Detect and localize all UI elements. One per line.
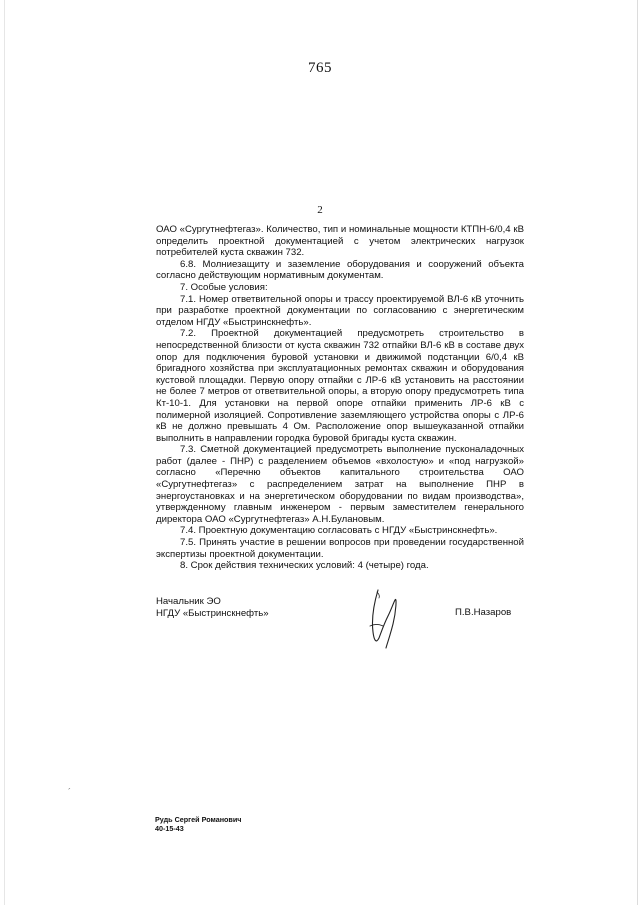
handwritten-signature [362,586,406,654]
signatory-name: П.В.Назаров [455,607,512,618]
scan-edge-left [4,0,5,905]
body-paragraph: 6.8. Молниезащиту и заземление оборудования и сооружений объекта согласно действующим нормативным документам. [156,258,524,282]
executor-phone: 40-15-43 [155,823,184,833]
signatory-position-line1: Начальник ЭО [156,596,221,607]
document-body [156,224,524,572]
body-paragraph: 7.1. Номер ответвительной опоры и трассу проектируемой ВЛ-6 кВ уточнить при разработке проектной документации по согласованию с энергетическим отделом НГДУ «Быстринскнефть». [156,293,524,328]
body-paragraph: 7. Особые условия: [180,281,268,293]
body-paragraph: ОАО «Сургутнефтегаз». Количество, тип и номинальные мощности КТПН-6/0,4 кВ определить проектной документацией с учетом электрических нагрузок потребителей куста скважин 732. [156,224,524,259]
body-paragraph: 7.4. Проектную документацию согласовать с НГДУ «Быстринскнефть». [180,525,498,537]
scan-edge-right [637,0,638,905]
signatory-position-line2: НГДУ «Быстринскнефть» [156,608,269,619]
scan-speck: ´ [68,787,71,797]
executor-info [155,816,241,833]
executor-name: Рудь Сергей Романович [155,815,242,824]
page-number-inner: 2 [317,204,323,216]
signatory-position [156,596,269,620]
page-number-top: 765 [308,60,332,76]
body-paragraph: 7.2. Проектной документацией предусмотреть строительство в непосредственной близости от куста скважин 732 отпайки ВЛ-6 кВ в составе двух опор для подключения буровой установки и движимой подстанции 6/0,4 кВ бригадного хозяйства при эксплуатационных ремонтах скважин и оборудования кустовой площадки. Первую опору отпайки с ЛР-6 кВ установить на расстоянии не более 7 метров от ответвительной опоры, а вторую опору предусмотреть типа Кт-10-1. Для установки на первой опоре отпайки применить ЛР-6 кВ с полимерной изоляцией. Сопротивление заземляющего устройства опоры с ЛР-6 кВ не должно превышать 4 Ом. Расположение опор вышеуказанной отпайки выполнить в направлении городка буровой бригады куста скважин. [156,328,524,444]
body-paragraph: 7.3. Сметной документацией предусмотреть выполнение пусконаладочных работ (далее - ПНР) с разделением объемов «вхолостую» и «под нагрузкой» согласно «Перечню объектов капитального строительства ОАО «Сургутнефтегаз» с распределением затрат на выполнение ПНР в энергоустановках и на энергетическом оборудовании по видам производства», утвержденному главным инженером - первым заместителем генерального директора ОАО «Сургутнефтегаз» А.Н.Булановым. [156,444,524,525]
body-paragraph: 7.5. Принять участие в решении вопросов при проведении государственной экспертизы проектной документации. [156,537,524,560]
body-paragraph: 8. Срок действия технических условий: 4 (четыре) года. [180,560,429,572]
